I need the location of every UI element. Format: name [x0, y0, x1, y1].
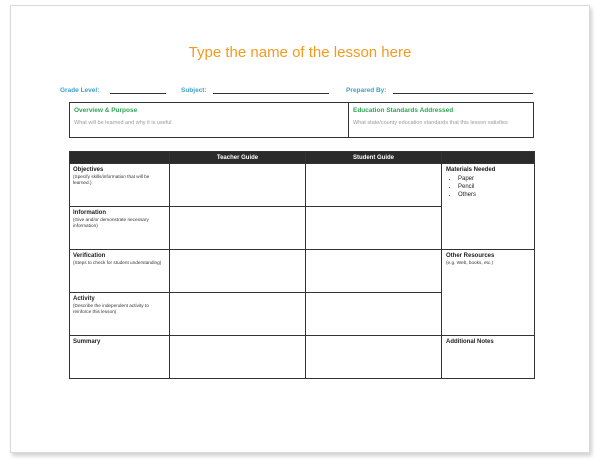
list-item: • Others — [458, 191, 534, 199]
verification-label: Verification — [73, 253, 106, 259]
overview-box[interactable] — [69, 102, 349, 138]
subject-label: Subject: — [181, 87, 207, 94]
other-resources-sub: (e.g. Web, books, etc.) — [446, 260, 494, 265]
student-guide-cell[interactable] — [306, 250, 442, 293]
other-resources-title: Other Resources — [446, 253, 495, 259]
student-guide-cell[interactable] — [306, 207, 442, 250]
objectives-sub: (Specify skills/information that will be learned.) — [73, 174, 150, 185]
information-label: Information — [73, 210, 106, 216]
prepared-by-field[interactable] — [393, 93, 533, 94]
document-page — [10, 5, 590, 453]
overview-title: Overview & Purpose — [74, 107, 138, 114]
additional-notes-cell[interactable] — [442, 336, 535, 379]
header-blank — [70, 152, 170, 164]
verification-sub: (Steps to check for student understanding) — [73, 260, 162, 265]
teacher-guide-cell[interactable] — [170, 250, 306, 293]
materials-needed-cell[interactable] — [442, 164, 535, 250]
materials-list — [446, 175, 534, 199]
additional-notes-title: Additional Notes — [446, 339, 494, 345]
standards-title: Education Standards Addressed — [353, 107, 454, 114]
lesson-plan-table — [69, 151, 535, 379]
row-label-information — [70, 207, 170, 250]
row-label-objectives — [70, 164, 170, 207]
student-guide-cell[interactable] — [306, 164, 442, 207]
subject-field[interactable] — [213, 93, 329, 94]
list-item: • Pencil — [458, 183, 534, 191]
row-label-activity — [70, 293, 170, 336]
activity-sub: (Describe the independent activity to reinforce this lesson) — [73, 303, 149, 314]
row-label-summary — [70, 336, 170, 379]
overview-text: What will be learned and why it is useful — [74, 120, 172, 126]
student-guide-cell[interactable] — [306, 336, 442, 379]
student-guide-header: Student Guide — [306, 152, 442, 164]
standards-text: What state/county education standards that this lesson satisfies — [353, 120, 508, 126]
teacher-guide-cell[interactable] — [170, 207, 306, 250]
objectives-label: Objectives — [73, 167, 104, 173]
standards-box[interactable] — [349, 102, 534, 138]
teacher-guide-cell[interactable] — [170, 164, 306, 207]
grade-level-label: Grade Level: — [60, 87, 100, 94]
grade-level-field[interactable] — [110, 93, 166, 94]
materials-needed-title: Materials Needed — [446, 167, 496, 173]
row-label-verification — [70, 250, 170, 293]
teacher-guide-cell[interactable] — [170, 336, 306, 379]
teacher-guide-cell[interactable] — [170, 293, 306, 336]
information-sub: (Give and/or demonstrate necessary information) — [73, 217, 149, 228]
activity-label: Activity — [73, 296, 95, 302]
prepared-by-label: Prepared By: — [346, 87, 387, 94]
student-guide-cell[interactable] — [306, 293, 442, 336]
lesson-title[interactable]: Type the name of the lesson here — [188, 44, 412, 61]
teacher-guide-header: Teacher Guide — [170, 152, 306, 164]
header-blank-right — [442, 152, 535, 164]
list-item: • Paper — [458, 175, 534, 183]
other-resources-cell[interactable] — [442, 250, 535, 336]
summary-label: Summary — [73, 339, 101, 345]
